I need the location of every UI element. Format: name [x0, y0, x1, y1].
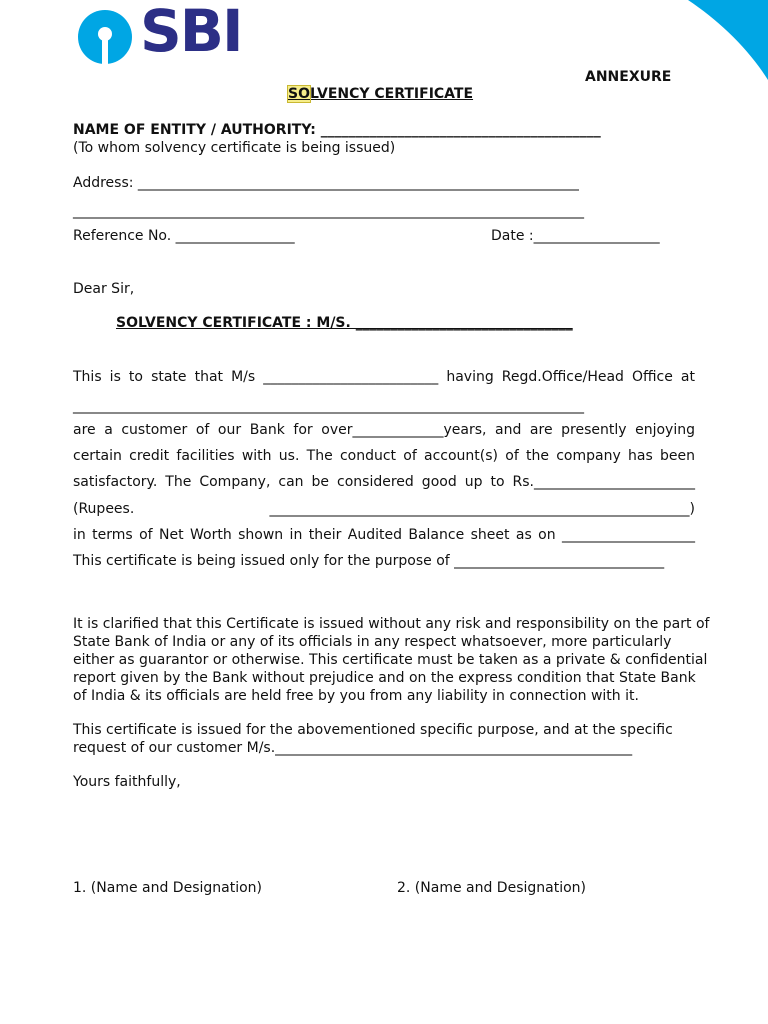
paragraph-line: report given by the Bank without prejudice and on the express condition that State Bank: [73, 670, 696, 686]
signatory-2: 2. (Name and Designation): [397, 880, 587, 896]
title-rest: LVENCY CERTIFICATE: [309, 86, 474, 102]
sbi-logo-text: SBI: [140, 0, 242, 65]
signatory-1: 1. (Name and Designation): [73, 880, 263, 896]
paragraph-line: This certificate is issued for the abovementioned specific purpose, and at the specific: [73, 722, 673, 738]
document-title: [288, 86, 473, 102]
body-line: in terms of Net Worth shown in their Audited Balance sheet as on ___________________: [73, 527, 695, 543]
paragraph-line: either as guarantor or otherwise. This certificate must be taken as a private & confidential: [73, 652, 708, 668]
body-line: This is to state that M/s _________________________ having Regd.Office/Head Office at: [73, 369, 695, 385]
closing: Yours faithfully,: [73, 774, 181, 790]
paragraph-line: of India & its officials are held free by you from any liability in connection with it.: [73, 688, 639, 704]
purpose-paragraph: [73, 721, 695, 757]
annexure-label: ANNEXURE: [585, 69, 672, 85]
body-line: (Rupees. ____________________________________________________________): [73, 501, 695, 517]
title-highlight: SO: [288, 86, 310, 102]
body-line: satisfactory. The Company, can be considered good up to Rs._______________________: [73, 474, 695, 490]
address-field-line-2: _________________________________________________________________________: [73, 203, 584, 219]
paragraph-line: State Bank of India or any of its officials in any respect whatsoever, more particularly: [73, 634, 672, 650]
body-line: This certificate is being issued only for the purpose of ______________________________: [73, 553, 665, 569]
paragraph-line: It is clarified that this Certificate is issued without any risk and responsibility on the part of: [73, 616, 710, 632]
entity-note: (To whom solvency certificate is being issued): [73, 140, 396, 156]
body-line: _________________________________________________________________________: [73, 398, 584, 414]
subject-line: SOLVENCY CERTIFICATE : M/S. _______________________________: [116, 315, 573, 331]
salutation: Dear Sir,: [73, 281, 135, 297]
clarification-paragraph: [73, 615, 710, 705]
body-line: certain credit facilities with us. The conduct of account(s) of the company has been: [73, 448, 695, 464]
body-line: are a customer of our Bank for over_____________years, and are presently enjoying: [73, 422, 695, 438]
address-field-line-1: Address: _______________________________________________________________: [73, 175, 579, 191]
date-field: Date :__________________: [491, 228, 660, 244]
sbi-logo-icon: [77, 9, 133, 65]
reference-field: Reference No. _________________: [73, 228, 295, 244]
paragraph-line: request of our customer M/s.___________________________________________________: [73, 740, 633, 756]
entity-field: NAME OF ENTITY / AUTHORITY: ________________________________________: [73, 122, 601, 138]
